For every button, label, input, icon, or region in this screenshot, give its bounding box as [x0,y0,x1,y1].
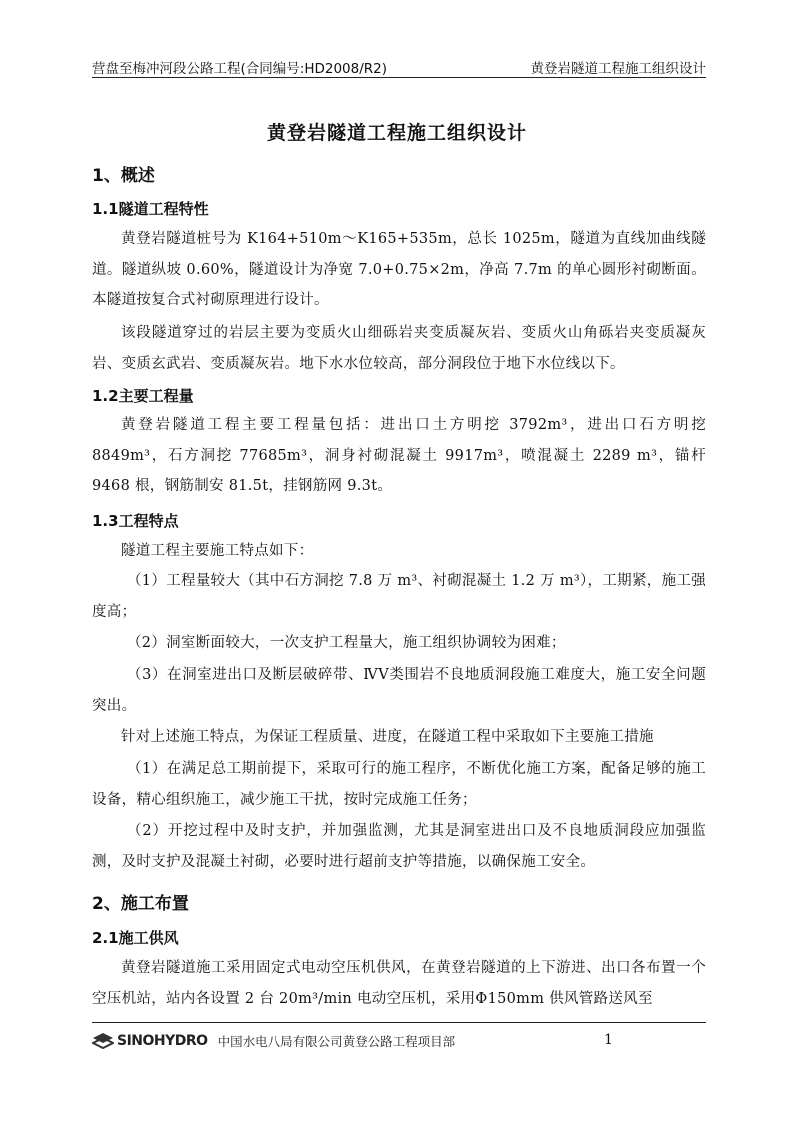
feature-item-3: （3）在洞室进出口及断层破碎带、ⅣⅤ类围岩不良地质洞段施工难度大，施工安全问题突出。 [92,667,706,714]
section-1-1-paragraph-1: 黄登岩隧道桩号为 K164+510m～K165+535m，总长 1025m，隧道为直线加曲线隧道。隧道纵坡 0.60%，隧道设计为净宽 7.0+0.75×2m，净高 7.7m 的单心圆形衬砌断面。本隧道按复合式衬砌原理进行设计。 [92,231,706,308]
section-1-1-paragraph-2: 该段隧道穿过的岩层主要为变质火山细砾岩夹变质凝灰岩、变质火山角砾岩夹变质凝灰岩、变质玄武岩、变质凝灰岩。地下水水位较高，部分洞段位于地下水位线以下。 [92,325,706,372]
header-rule [92,77,706,78]
header-project-name: 营盘至梅冲河段公路工程(合同编号:HD2008/R2) [92,61,388,77]
header-document-name: 黄登岩隧道工程施工组织设计 [530,61,706,77]
measure-item-1: （1）在满足总工期前提下，采取可行的施工程序，不断优化施工方案，配备足够的施工设备，精心组织施工，减少施工干扰，按时完成施工任务； [92,761,706,808]
section-2-heading: 2、施工布置 [92,894,189,914]
section-1-3-intro: 隧道工程主要施工特点如下： [121,543,314,559]
section-1-1-heading: 1.1隧道工程特性 [92,200,209,218]
feature-item-1: （1）工程量较大（其中石方洞挖 7.8 万 m³、衬砌混凝土 1.2 万 m³），工期紧，施工强度高； [92,573,706,620]
section-1-3-heading: 1.3工程特点 [92,512,179,530]
section-2-1-paragraph: 黄登岩隧道施工采用固定式电动空压机供风，在黄登岩隧道的上下游进、出口各布置一个空压机站，站内各设置 2 台 20m³/min 电动空压机，采用Φ150mm 供风管路送风至 [92,960,706,1007]
measure-item-2: （2）开挖过程中及时支护，并加强监测，尤其是洞室进出口及不良地质洞段应加强监测，及时支护及混凝土衬砌，必要时进行超前支护等措施，以确保施工安全。 [92,823,706,870]
section-1-2-heading: 1.2主要工程量 [92,387,194,405]
section-2-1-heading: 2.1施工供风 [92,929,179,947]
section-1-heading: 1、概述 [92,166,155,186]
footer-organization: 中国水电八局有限公司黄登公路工程项目部 [217,1034,456,1049]
feature-item-2: （2）洞室断面较大，一次支护工程量大，施工组织协调较为困难； [127,635,566,651]
measures-intro: 针对上述施工特点，为保证工程质量、进度，在隧道工程中采取如下主要施工措施 [121,729,654,745]
footer-rule [92,1022,706,1023]
section-1-2-paragraph: 黄登岩隧道工程主要工程量包括：进出口土方明挖 3792m³，进出口石方明挖 8849m³，石方洞挖 77685m³，洞身衬砌混凝土 9917m³，喷混凝土 2289 m³，锚杆 9468 根，钢筋制安 81.5t，挂钢筋网 9.3t。 [92,417,706,494]
logo-wordmark: SINOHYDRO [117,1033,208,1049]
page-number: 1 [604,1032,613,1048]
page-footer [92,1030,706,1054]
page-header [92,57,706,77]
sinohydro-logo-icon [92,1032,114,1050]
document-title: 黄登岩隧道工程施工组织设计 [266,122,527,144]
sinohydro-logo [92,1032,455,1050]
